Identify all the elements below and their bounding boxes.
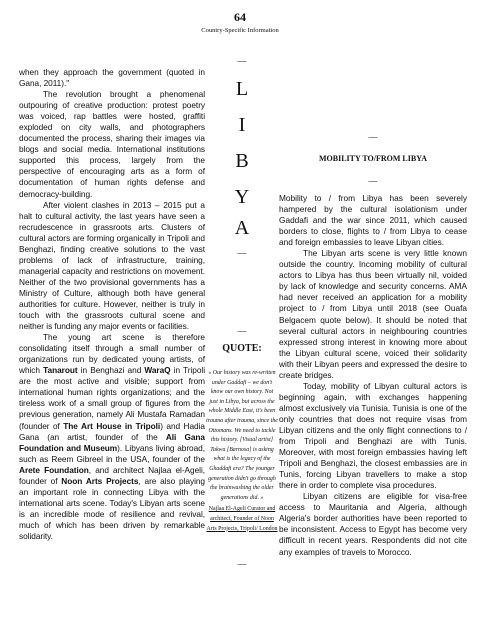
quote-source: Najlaa El-Ageli Curator and architect, Founder of Noon Arts Projects, Tripoli/ London [206,506,278,532]
text-run: , and architect Najlaa el-Ageli, founder of [19,464,205,486]
country-letter: B [235,150,249,172]
left-column [19,67,205,542]
divider-dash: — [237,326,247,336]
org-name-art-house: The Art House in Tripoli [63,420,161,431]
country-letter: I [238,114,246,136]
divider-dash: — [237,248,247,258]
quote-label: QUOTE: [222,343,262,354]
org-name-tanarout: Tanarout [43,365,78,376]
quote-text: « Our history was re-written under Gaddafi – we don't know our own history. Not just in Libya, but across the whole Middle East, it's been trauma after trauma, since the Ottomans. We need to tackle this history. [Visual artist] Takwa [Barnosa] is asking what is the legacy of the Ghaddafi era? The younger generation didn't go through the brainwashing the older generations did. » [206,370,278,501]
paragraph: The Libyan arts scene is very little known outside the country. Incoming mobility of cultural actors to Libya has thus been virtually nil, voided by lack of knowledge and security concerns. AMA had never received an application for a mobility project to / from Libya until 2018 (see Ouafa Belgacem quote below). It should be noted that several cultural actors in neighbouring countries expressed strong interest in knowing more about the Libyan cultural scene, voiced their solidarity with their Libyan peers and expressed the desire to create bridges. [279,248,467,380]
text-run: in Benghazi and [77,365,145,376]
country-letter: L [235,78,249,100]
text-run: ) and Hadia Gana (an artist, founder of the [19,420,205,442]
text-run: in Tripoli are the most active and visible; support from international human rights organizations; and the tireless work of a small group of figures from the previous generation, namely Ali Mustafa Ramadan (founder of [19,365,205,431]
page-number: 64 [234,10,246,24]
paragraph: Today, mobility of Libyan cultural actors is beginning again, with exchanges happening almost exclusively via Tunisia. Tunisia is one of the only countries that does not require visas from Libyan citizens and the only flight connections to / from Tripoli and Benghazi are with Tunis. Moreover, with most foreign embassies having left Tripoli and Benghazi, the closest embassies are in Tunis, forcing Libyan travellers to make a stop there in order to complete visa procedures. [279,380,467,491]
divider-dash: — [237,559,247,569]
right-column [279,193,467,558]
divider-dash: — [368,132,378,142]
org-name-waraq: WaraQ [144,365,171,376]
paragraph: The revolution brought a phenomenal outpouring of creative production: protest poetry was voiced, rap battles were hosted, graffiti exploded on city walls, and photographers documented the process, sharing their images via blogs and social media. International institutions supported this process, largely from the perspective of encouraging arts as a form of documentation of human rights defense and democracy-building. [19,89,205,199]
text-run: , are also playing an important role in connecting Libya with the international arts scene. Today's Libyan arts scene is an incredible mode of resilience and revival, much of which has been driven by remarkable solidarity. [19,475,205,541]
org-name-noon-arts: Noon Arts Projects [61,475,139,486]
org-name-arete: Arete Foundation [19,464,89,475]
text-run: The young art scene is therefore consolidating itself through a small number of organizations run by dedicated young artists, of which [19,332,205,376]
divider-dash: — [237,56,247,66]
divider-dash: — [368,176,378,186]
paragraph [19,332,205,542]
section-heading: MOBILITY TO/FROM LIBYA [318,154,428,163]
paragraph: Libyan citizens are eligible for visa-free access to Mauritania and Algeria, although Algeria's border authorities have been reported to be inconsistent. Access to Egypt has become very difficult in recent years. Respondents did not cite any examples of travels to Morocco. [279,491,467,557]
paragraph: Mobility to / from Libya has been severely hampered by the cultural isolationism under Gaddafi and the war since 2011, which caused borders to close, flights to / from Libya to cease and foreign embassies to leave Libyan cities. [279,193,467,248]
section-title: Country-Specific Information [201,27,279,34]
country-letter: Y [234,186,250,208]
org-name-ali-gana: Ali Gana Foundation and Museum [19,431,205,453]
paragraph: After violent clashes in 2013 – 2015 put a halt to cultural activity, the last years have seen a recrudescence in grassroots arts. Clusters of cultural actors are forming organically in Tripoli and Benghazi, finding creative solutions to the vast problems of lack of infrastructure, training, managerial capacity and restrictions on movement. Neither of the two provisional governments has a Ministry of Culture, although both have general authorities for culture. However, neither is truly in touch with the grassroots cultural scene and neither is funding any major events or facilities. [19,199,205,332]
paragraph: when they approach the government (quoted in Gana, 2011)." [19,67,205,89]
country-letter: A [234,217,250,239]
text-run: ). Libyans living abroad, such as Reem Gibreel in the USA, founder of the [19,442,205,464]
